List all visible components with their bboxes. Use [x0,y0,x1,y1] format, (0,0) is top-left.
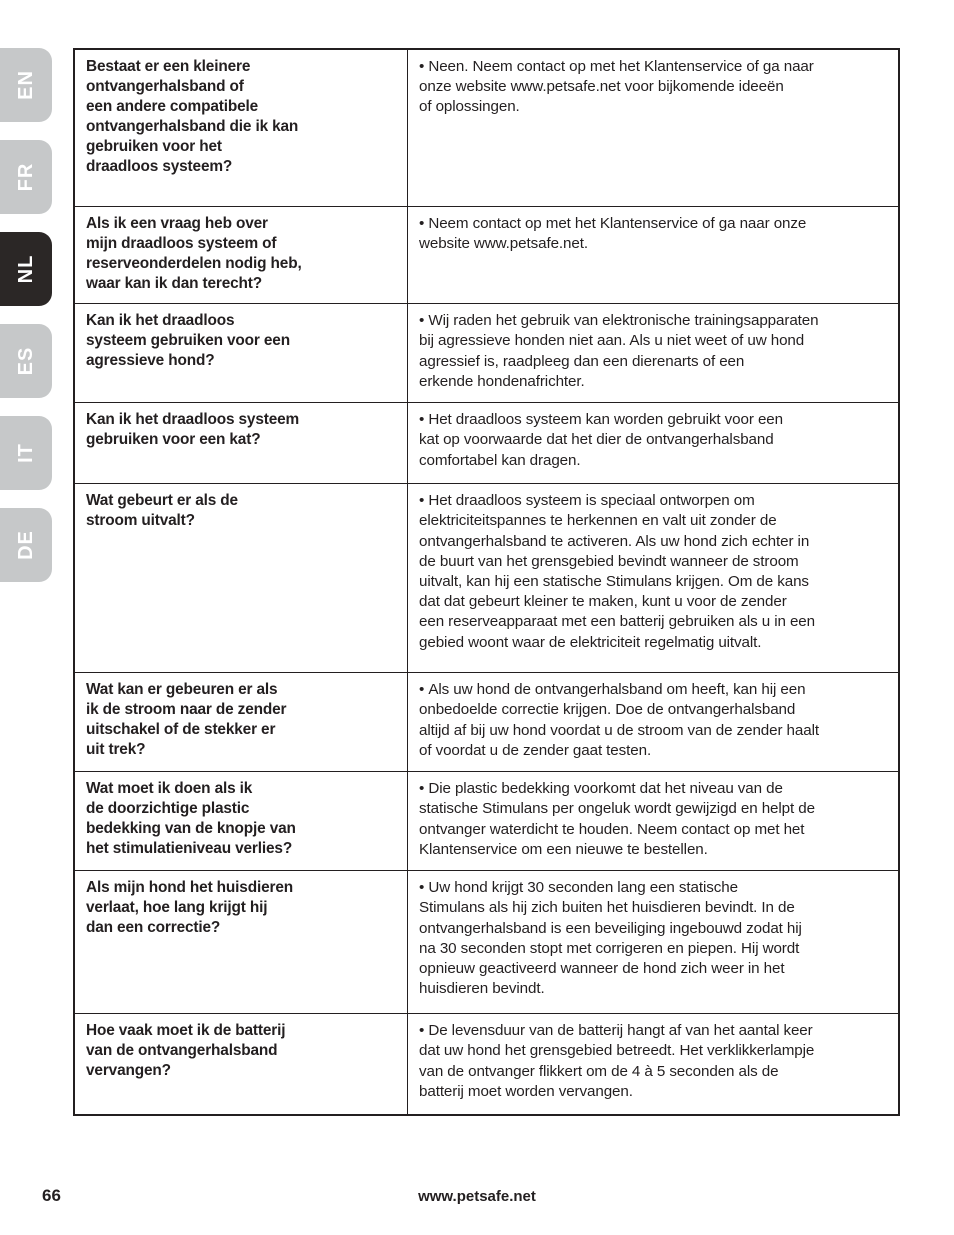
faq-question-line: gebruiken voor het [86,138,222,156]
faq-question-line: gebruiken voor een kat? [86,431,261,449]
faq-question-line: systeem gebruiken voor een [86,332,290,350]
faq-answer-line: website www.petsafe.net. [419,235,588,253]
faq-answer-line: statische Stimulans per ongeluk wordt gewijzigd en helpt de [419,800,815,818]
faq-answer-line: Stimulans als hij zich buiten het huisdieren bevindt. In de [419,899,795,917]
faq-answer-cell [408,871,900,1014]
faq-question-line: de doorzichtige plastic [86,800,250,818]
faq-answer-line: altijd af bij uw hond voordat u de stroom van de zender haalt [419,721,819,739]
faq-question-line: agressieve hond? [86,352,215,370]
faq-question-line: ontvangerhalsband die ik kan [86,118,299,136]
faq-row [74,49,899,207]
faq-question-cell [74,304,408,403]
faq-answer-line: comfortabel kan dragen. [419,451,581,469]
faq-question-line: Hoe vaak moet ik de batterij [86,1022,286,1040]
faq-question-line: Als ik een vraag heb over [86,215,268,232]
faq-question-line: verlaat, hoe lang krijgt hij [86,899,268,917]
faq-question-line: Kan ik het draadloos [86,312,235,330]
faq-answer-cell [408,673,900,772]
language-tab-label: IT [15,443,37,463]
faq-answer-cell [408,484,900,673]
faq-answer-line: dat uw hond het grensgebied betreedt. Het verklikkerlampje [419,1042,815,1060]
faq-answer-line: na 30 seconden stopt met corrigeren en piepen. Hij wordt [419,939,800,957]
page-footer [0,1186,954,1216]
faq-question-line: ik de stroom naar de zender [86,701,287,719]
faq-answer-line: • Uw hond krijgt 30 seconden lang een statische [419,878,889,898]
language-tab-label: FR [15,162,37,192]
faq-answer-line: • Die plastic bedekking voorkomt dat het niveau van de [419,779,889,799]
faq-row [74,484,899,673]
faq-answer-line: agressief is, raadpleeg dan een dierenarts of een [419,352,745,370]
faq-question-cell [74,673,408,772]
faq-answer-line: • Neem contact op met het Klantenservice of ga naar onze [419,214,889,234]
faq-question-line: Wat kan er gebeuren er als [86,681,278,699]
faq-answer-line: onze website www.petsafe.net voor bijkomende ideeën [419,78,784,96]
faq-answer-cell [408,1014,900,1116]
faq-answer-line: of oplossingen. [419,98,520,116]
faq-answer-line: • Wij raden het gebruik van elektronische trainingsapparaten [419,311,889,331]
faq-answer-line: kat op voorwaarde dat het dier de ontvangerhalsband [419,431,774,449]
faq-answer-line: erkende hondenafrichter. [419,372,585,390]
faq-question-cell [74,49,408,207]
language-tab-label: DE [15,530,37,560]
faq-question-line: Bestaat er een kleinere [86,58,251,75]
faq-question-line: waar kan ik dan terecht? [86,275,263,293]
faq-answer-line: of voordat u de zender gaat testen. [419,741,652,759]
faq-row [74,304,899,403]
faq-answer-line: • Het draadloos systeem is speciaal ontworpen om [419,491,889,511]
faq-answer-line: ontvanger waterdicht te houden. Neem contact op met het [419,820,805,838]
language-tab-es[interactable] [0,324,52,398]
faq-question-line: bedekking van de knopje van [86,820,296,838]
language-tab-label: EN [15,70,37,100]
faq-question-cell [74,772,408,871]
language-tab-rail [0,48,52,600]
faq-question-line: ontvangerhalsband of [86,78,244,96]
faq-question-cell [74,871,408,1014]
faq-question-line: Wat gebeurt er als de [86,492,238,510]
faq-question-line: een andere compatibele [86,98,259,116]
faq-answer-line: huisdieren bevindt. [419,980,545,998]
faq-row [74,1014,899,1116]
faq-answer-line: dat dat gebeurt kleiner te maken, kunt u voor de zender [419,593,787,611]
faq-answer-cell [408,207,900,304]
faq-answer-line: bij agressieve honden niet aan. Als u niet weet of uw hond [419,332,805,350]
faq-answer-line: • Als uw hond de ontvangerhalsband om heeft, kan hij een [419,680,889,700]
faq-row [74,207,899,304]
faq-answer-line: • De levensduur van de batterij hangt af van het aantal keer [419,1021,889,1041]
language-tab-it[interactable] [0,416,52,490]
faq-answer-line: ontvangerhalsband is een beveiliging ingebouwd zodat hij [419,919,802,937]
faq-answer-line: Klantenservice om een nieuwe te bestellen. [419,840,708,858]
faq-question-cell [74,403,408,484]
faq-question-line: Wat moet ik doen als ik [86,780,253,798]
faq-row [74,871,899,1014]
language-tab-label: NL [15,254,37,284]
faq-answer-line: onbedoelde correctie krijgen. Doe de ontvangerhalsband [419,701,796,719]
faq-row [74,403,899,484]
faq-answer-cell [408,304,900,403]
language-tab-en[interactable] [0,48,52,122]
faq-answer-line: opnieuw geactiveerd wanneer de hond zich weer in het [419,959,785,977]
faq-question-line: van de ontvangerhalsband [86,1042,278,1060]
language-tab-de[interactable] [0,508,52,582]
faq-question-line: stroom uitvalt? [86,512,195,530]
faq-row [74,772,899,871]
faq-row [74,673,899,772]
faq-answer-cell [408,49,900,207]
faq-question-line: uit trek? [86,741,146,759]
faq-question-line: het stimulatieniveau verlies? [86,840,293,858]
faq-answer-line: batterij moet worden vervangen. [419,1082,633,1100]
faq-answer-cell [408,772,900,871]
faq-question-line: reserveonderdelen nodig heb, [86,255,302,273]
language-tab-fr[interactable] [0,140,52,214]
faq-question-line: mijn draadloos systeem of [86,235,277,253]
faq-question-line: Kan ik het draadloos systeem [86,411,300,429]
language-tab-nl[interactable] [0,232,52,306]
faq-question-cell [74,1014,408,1116]
faq-answer-line: ontvangerhalsband te activeren. Als uw hond zich echter in [419,532,810,550]
faq-answer-line: elektriciteitspannes te herkennen en valt uit zonder de [419,512,777,530]
faq-answer-line: • Het draadloos systeem kan worden gebruikt voor een [419,410,889,430]
language-tab-label: ES [15,346,37,376]
faq-question-line: uitschakel of de stekker er [86,721,276,739]
faq-question-line: draadloos systeem? [86,158,233,176]
faq-answer-line: een reserveapparaat met een batterij gebruiken als u in een [419,613,815,631]
footer-page-number: 66 [42,1186,61,1205]
faq-question-line: vervangen? [86,1062,171,1080]
faq-question-cell [74,484,408,673]
faq-answer-cell [408,403,900,484]
faq-answer-line: gebied woont waar de elektriciteit regelmatig uitvalt. [419,633,762,651]
faq-answer-line: • Neen. Neem contact op met het Klantenservice of ga naar [419,57,889,77]
faq-question-cell [74,207,408,304]
faq-table [73,48,900,1116]
footer-website: www.petsafe.net [418,1188,536,1205]
faq-answer-line: uitvalt, kan hij een statische Stimulans krijgen. Om de kans [419,572,809,590]
faq-answer-line: van de ontvanger flikkert om de 4 à 5 seconden als de [419,1062,779,1080]
faq-answer-line: de buurt van het grensgebied bevindt wanneer de stroom [419,552,799,570]
faq-question-line: dan een correctie? [86,919,221,937]
faq-question-line: Als mijn hond het huisdieren [86,879,294,897]
